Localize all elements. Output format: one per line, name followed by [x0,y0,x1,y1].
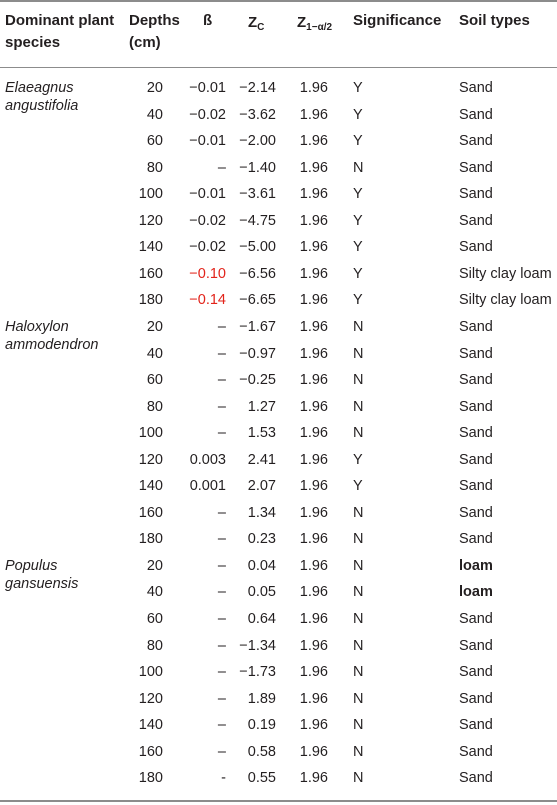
soil-type-cell: Sand [459,770,493,787]
zc-cell: −6.56 [239,265,276,282]
beta-cell: – [217,743,226,760]
significance-cell: N [353,398,364,415]
beta-cell: – [217,637,226,654]
z-critical-cell: 1.96 [299,557,328,574]
soil-type-cell: Sand [459,133,493,150]
soil-type-cell: Sand [459,212,493,229]
zc-cell: −2.00 [239,133,276,150]
zc-cell: 1.34 [247,504,276,521]
significance-cell: N [353,717,364,734]
z-critical-cell: 1.96 [299,318,328,335]
soil-type-cell: Sand [459,504,493,521]
significance-cell: N [353,584,364,601]
beta-cell: −0.01 [189,80,226,96]
beta-cell: – [217,425,226,442]
significance-cell: Y [353,186,363,203]
z-critical-cell: 1.96 [299,186,328,203]
header-soil-types: Soil types [459,12,530,29]
z-critical-cell: 1.96 [299,690,328,707]
significance-cell: Y [353,80,363,96]
z-critical-cell: 1.96 [299,106,328,123]
z-critical-cell: 1.96 [299,584,328,601]
soil-type-cell: Sand [459,345,493,362]
zc-cell: −6.65 [239,292,276,309]
soil-type-cell: loam [459,584,493,601]
significance-cell: N [353,557,364,574]
beta-cell: – [217,318,226,335]
zc-cell: −1.34 [239,637,276,654]
zc-cell: 0.58 [247,743,276,760]
depth-cell: 20 [146,318,163,335]
zc-cell: −0.97 [239,345,276,362]
zc-cell: 0.19 [247,717,276,734]
zc-cell: 0.04 [247,557,276,574]
depth-cell: 120 [138,451,163,468]
z-critical-cell: 1.96 [299,398,328,415]
zc-cell: −3.62 [239,106,276,123]
depth-cell: 60 [146,133,163,150]
depth-cell: 120 [138,212,163,229]
zc-cell: −0.25 [239,372,276,389]
significance-cell: N [353,504,364,521]
zc-cell: 0.23 [247,531,276,548]
z-critical-cell: 1.96 [299,292,328,309]
depth-cell: 180 [138,770,163,787]
depth-cell: 20 [146,557,163,574]
header-significance: Significance [353,12,442,29]
z-critical-cell: 1.96 [299,265,328,282]
significance-cell: Y [353,478,363,495]
significance-cell: N [353,664,364,681]
zc-cell: 2.41 [247,451,276,468]
z-critical-cell: 1.96 [299,504,328,521]
z-critical-cell: 1.96 [299,611,328,627]
beta-cell: – [217,717,226,734]
significance-cell: Y [353,133,363,150]
significance-cell: Y [353,292,363,309]
soil-type-cell: Sand [459,106,493,123]
zc-cell: −1.40 [239,159,276,176]
soil-type-cell: Sand [459,717,493,734]
depth-cell: 40 [146,345,163,362]
soil-type-cell: Sand [459,159,493,176]
z-critical-cell: 1.96 [299,133,328,150]
significance-cell: Y [353,106,363,123]
beta-cell: −0.01 [189,133,226,150]
significance-cell: N [353,531,364,548]
z-critical-cell: 1.96 [299,637,328,654]
bottom-rule [0,800,557,802]
significance-cell: Y [353,265,363,282]
beta-cell: −0.14 [189,292,226,309]
beta-cell: – [217,611,226,627]
significance-cell: N [353,743,364,760]
beta-cell: −0.02 [189,212,226,229]
depth-cell: 120 [138,690,163,707]
significance-cell: N [353,770,364,787]
depth-cell: 60 [146,372,163,389]
soil-type-cell: Sand [459,80,493,96]
zc-cell: −1.67 [239,318,276,335]
beta-cell: −0.01 [189,186,226,203]
species-label: Haloxylon ammodendron [5,318,99,353]
beta-cell: - [221,770,226,787]
significance-cell: Y [353,239,363,256]
depth-cell: 160 [138,504,163,521]
top-rule [0,0,557,2]
beta-cell: – [217,690,226,707]
z-critical-cell: 1.96 [299,212,328,229]
depth-cell: 100 [138,664,163,681]
significance-cell: N [353,318,364,335]
z-critical-cell: 1.96 [299,159,328,176]
beta-cell: −0.02 [189,239,226,256]
significance-cell: N [353,159,364,176]
zc-cell: −4.75 [239,212,276,229]
z-critical-cell: 1.96 [299,80,328,96]
depth-cell: 180 [138,531,163,548]
z-critical-cell: 1.96 [299,345,328,362]
beta-cell: – [217,531,226,548]
header-rule [0,67,557,68]
significance-cell: N [353,345,364,362]
soil-type-cell: Sand [459,611,493,627]
zc-cell: −3.61 [239,186,276,203]
depth-cell: 100 [138,186,163,203]
significance-cell: N [353,425,364,442]
beta-cell: – [217,345,226,362]
beta-cell: −0.02 [189,106,226,123]
depth-cell: 20 [146,80,163,96]
soil-type-cell: Sand [459,186,493,203]
depth-cell: 180 [138,292,163,309]
depth-cell: 60 [146,611,163,627]
depth-cell: 40 [146,584,163,601]
zc-cell: 1.27 [247,398,276,415]
z-critical-cell: 1.96 [299,770,328,787]
soil-type-cell: Silty clay loam [459,265,552,282]
z-critical-cell: 1.96 [299,531,328,548]
z-critical-cell: 1.96 [299,717,328,734]
depth-cell: 140 [138,239,163,256]
soil-type-cell: Sand [459,531,493,548]
soil-type-cell: Sand [459,690,493,707]
soil-type-cell: loam [459,557,493,574]
significance-cell: Y [353,451,363,468]
depth-cell: 160 [138,265,163,282]
beta-cell: – [217,372,226,389]
depth-cell: 40 [146,106,163,123]
species-label: Populus gansuensis [5,557,79,592]
z-critical-cell: 1.96 [299,451,328,468]
z-critical-cell: 1.96 [299,425,328,442]
z-critical-cell: 1.96 [299,239,328,256]
soil-type-cell: Sand [459,478,493,495]
zc-cell: −2.14 [239,80,276,96]
header-z-critical: $Z_{1-\alpha/2}$ [297,14,333,33]
beta-cell: 0.003 [189,451,226,468]
significance-cell: N [353,637,364,654]
depth-cell: 140 [138,478,163,495]
zc-cell: −5.00 [239,239,276,256]
soil-type-cell: Sand [459,664,493,681]
soil-type-cell: Silty clay loam [459,292,552,309]
soil-type-cell: Sand [459,318,493,335]
zc-cell: 0.64 [247,611,276,627]
z-critical-cell: 1.96 [299,372,328,389]
header-depths: Depths (cm) [129,12,180,51]
soil-type-cell: Sand [459,637,493,654]
depth-cell: 160 [138,743,163,760]
soil-type-cell: Sand [459,425,493,442]
soil-type-cell: Sand [459,743,493,760]
depth-cell: 80 [146,159,163,176]
beta-cell: – [217,398,226,415]
depth-cell: 140 [138,717,163,734]
significance-cell: Y [353,212,363,229]
zc-cell: −1.73 [239,664,276,681]
zc-cell: 0.55 [247,770,276,787]
depth-cell: 80 [146,637,163,654]
depth-cell: 80 [146,398,163,415]
zc-cell: 2.07 [247,478,276,495]
z-critical-cell: 1.96 [299,478,328,495]
significance-cell: N [353,611,364,627]
zc-cell: 1.53 [247,425,276,442]
zc-cell: 1.89 [247,690,276,707]
zc-cell: 0.05 [247,584,276,601]
beta-cell: −0.10 [189,265,226,282]
soil-type-cell: Sand [459,372,493,389]
beta-cell: – [217,664,226,681]
beta-cell: – [217,557,226,574]
beta-cell: – [217,584,226,601]
significance-cell: N [353,690,364,707]
depth-cell: 100 [138,425,163,442]
soil-type-cell: Sand [459,398,493,415]
beta-cell: – [217,504,226,521]
z-critical-cell: 1.96 [299,664,328,681]
beta-cell: – [217,159,226,176]
header-species: Dominant plant species [5,12,115,51]
header-zc: $Z_C$ [248,14,265,33]
z-critical-cell: 1.96 [299,743,328,760]
significance-cell: N [353,372,364,389]
soil-type-cell: Sand [459,239,493,256]
species-label: Elaeagnus angustifolia [5,80,79,114]
beta-cell: 0.001 [189,478,226,495]
soil-type-cell: Sand [459,451,493,468]
header-beta: ß [203,12,213,29]
